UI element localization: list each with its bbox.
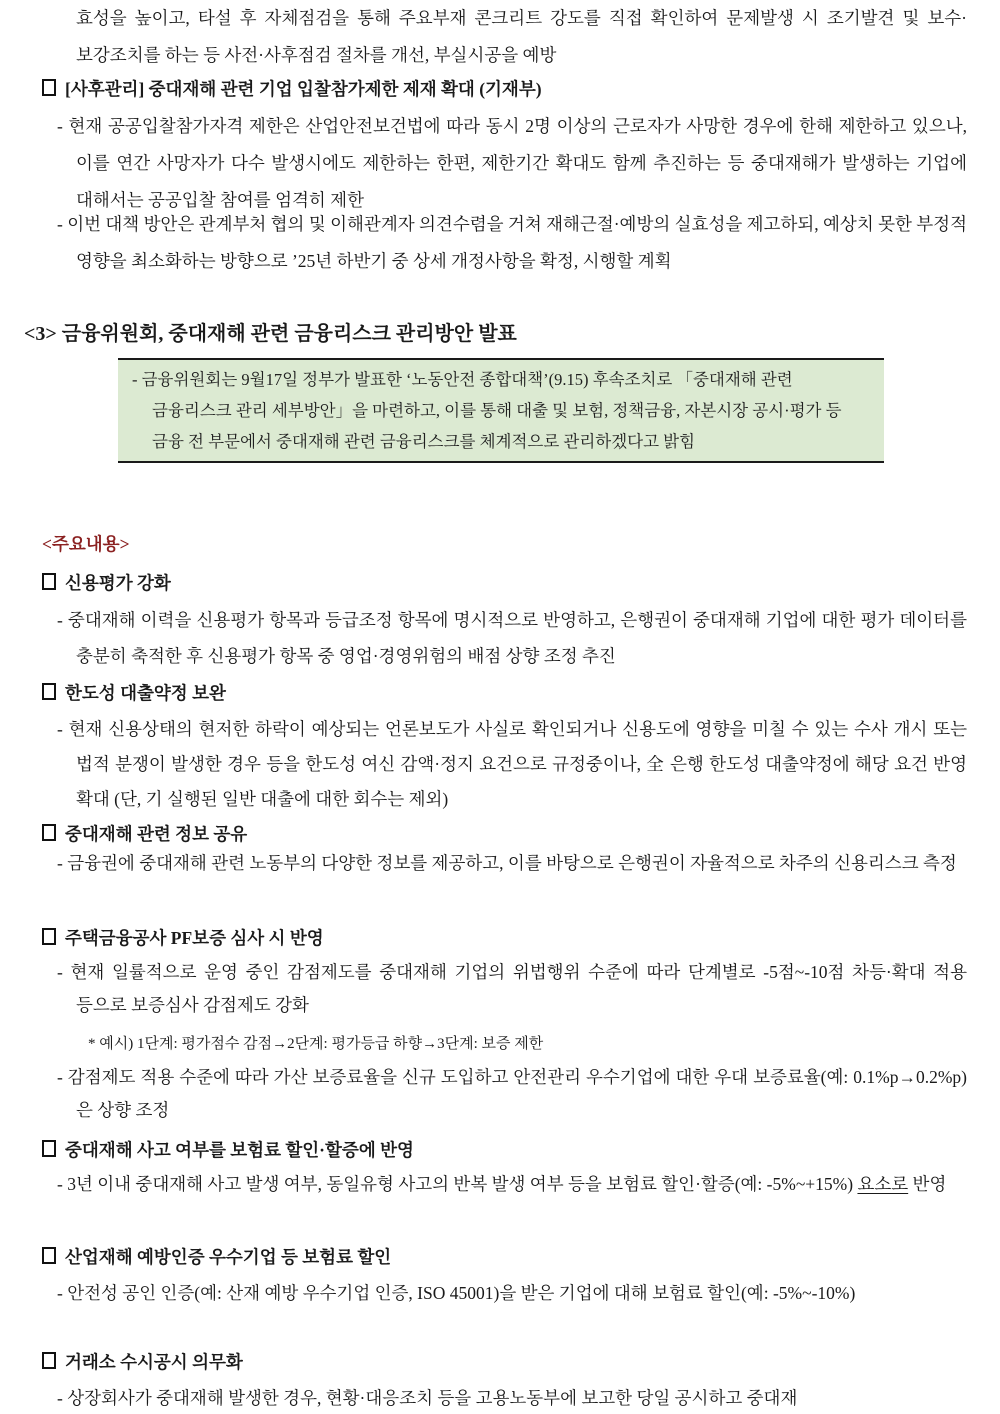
dash-item: - 현재 공공입찰참가자격 제한은 산업안전보건법에 따라 동시 2명 이상의 근로자가 사망한 경우에 한해 제한하고 있으나, 이를 연간 사망자가 다수 발생시에도 제한하는 한편, 제한기간 확대도 함께 추진하는 등 중대재해가 발생하는 기업에 대해서는 공공입찰 참여를 엄격히 제한 [57,116,967,210]
policy-heading-credit-rating [0,566,1000,601]
policy-heading-hf-pf-guarantee [0,921,1000,956]
square-bullet-icon [42,573,56,590]
continuation-paragraph: 효성을 높이고, 타설 후 자체점검을 통해 주요부재 콘크리트 강도를 직접 확인하여 문제발생 시 조기발견 및 보수·보강조치를 하는 등 사전·사후점검 절차를 개선, 부실시공을 예방 [76,8,967,65]
dash-item: - 중대재해 이력을 신용평가 항목과 등급조정 항목에 명시적으로 반영하고, 은행권이 중대재해 기업에 대한 평가 데이터를 충분히 축적한 후 신용평가 항목 중 영업·경영위험의 배점 상향 조정 추진 [57,610,967,666]
policy-heading-bid-restriction [0,72,1000,107]
square-bullet-icon [42,1140,56,1157]
dash-item: - 상장회사가 중대재해 발생한 경우, 현황·대응조치 등을 고용노동부에 보고한 당일 공시하고 중대재 [57,1388,798,1408]
highlight-box-text: - 금융위원회는 9월17일 정부가 발표한 ‘노동안전 종합대책’(9.15) 후속조치로 「중대재해 관련 금융리스크 관리 세부방안」을 마련하고, 이를 통해 대출 및 보험, 정책금융, 자본시장 공시·평가 등 금융 전 부문에서 중대재해 관련 금융리스크를 체계적으로 관리하겠다고 밝힘 [132,370,842,451]
dash-item: - 현재 일률적으로 운영 중인 감점제도를 중대재해 기업의 위법행위 수준에 따라 단계별로 -5점~-10점 차등·확대 적용 등으로 보증심사 감점제도 강화 [57,962,967,1015]
highlight-box [118,358,884,463]
section-title-fsc-announcement: <3> 금융위원회, 중대재해 관련 금융리스크 관리방안 발표 [24,323,517,345]
heading-text: 산업재해 예방인증 우수기업 등 보험료 할인 [65,1247,392,1267]
heading-text: 중대재해 관련 정보 공유 [65,824,248,844]
square-bullet-icon [42,683,56,700]
square-bullet-icon [42,79,56,96]
square-bullet-icon [42,1247,56,1264]
heading-text: 거래소 수시공시 의무화 [65,1352,243,1372]
dash-item: - 안전성 공인 인증(예: 산재 예방 우수기업 인증, ISO 45001)을 받은 기업에 대해 보험료 할인(예: -5%~-10%) [57,1283,856,1303]
section-label-main-contents: <주요내용> [42,534,130,554]
heading-text: [사후관리] 중대재해 관련 기업 입찰참가제한 제재 확대 (기재부) [65,79,542,99]
dash-item [0,1168,1000,1201]
heading-text: 신용평가 강화 [65,573,171,593]
policy-heading-exchange-disclosure [0,1345,1000,1380]
dash-item: - 이번 대책 방안은 관계부처 협의 및 이해관계자 의견수렴을 거쳐 재해근절·예방의 실효성을 제고하되, 예상치 못한 부정적 영향을 최소화하는 방향으로 ’25년 하반기 중 상세 개정사항을 확정, 시행할 계획 [57,214,967,271]
square-bullet-icon [42,928,56,945]
dash-item: - 현재 신용상태의 현저한 하락이 예상되는 언론보도가 사실로 확인되거나 신용도에 영향을 미칠 수 있는 수사 개시 또는 법적 분쟁이 발생한 경우 등을 한도성 여신 감액·정지 요건으로 규정중이나, 全 은행 한도성 대출약정에 해당 요건 반영 확대 (단, 기 실행된 일반 대출에 대한 회수는 제외) [57,719,967,809]
dash-item: - 감점제도 적용 수준에 따라 가산 보증료율을 신규 도입하고 안전관리 우수기업에 대한 우대 보증료율(예: 0.1%p→0.2%p)은 상향 조정 [57,1067,967,1120]
dash-text-after: 반영 [908,1174,947,1194]
policy-heading-credit-line [0,676,1000,711]
square-bullet-icon [42,824,56,841]
policy-heading-insurance-premium [0,1133,1000,1168]
heading-text: 중대재해 사고 여부를 보험료 할인·할증에 반영 [65,1140,414,1160]
dash-text-before: - 3년 이내 중대재해 사고 발생 여부, 동일유형 사고의 반복 발생 여부 등을 보험료 할인·할증(예: -5%~+15%) [57,1174,858,1194]
heading-text: 주택금융공사 PF보증 심사 시 반영 [65,928,324,948]
dash-item: - 금융권에 중대재해 관련 노동부의 다양한 정보를 제공하고, 이를 바탕으로 은행권이 자율적으로 차주의 신용리스크 측정 [57,853,957,873]
note-example-item: * 예시) 1단계: 평가점수 감점→2단계: 평가등급 하향→3단계: 보증 제한 [88,1036,544,1052]
policy-heading-prevention-cert [0,1240,1000,1275]
square-bullet-icon [42,1352,56,1369]
underlined-text: 요소로 [857,1174,909,1194]
heading-text: 한도성 대출약정 보완 [65,683,226,703]
